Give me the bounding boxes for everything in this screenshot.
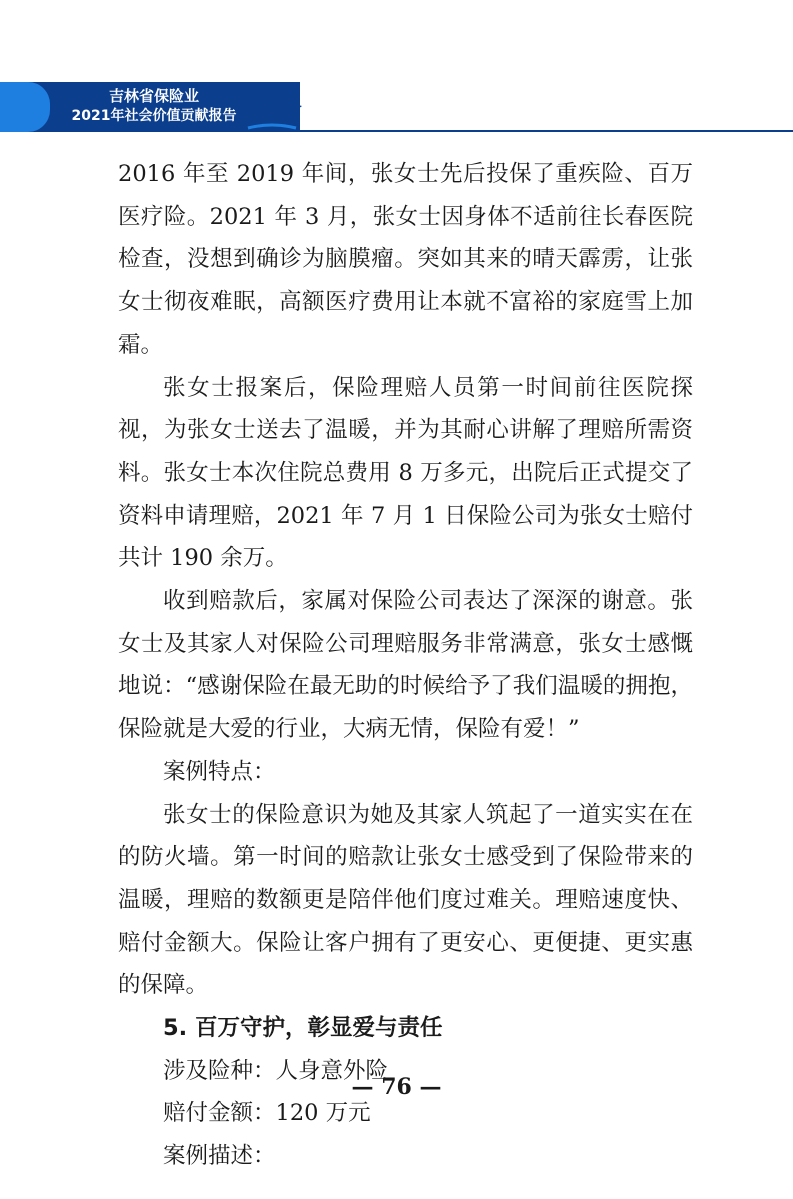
section-title: 5. 百万守护，彰显爱与责任 bbox=[163, 1015, 443, 1042]
header-tab bbox=[0, 82, 50, 132]
pavilion-logo-icon bbox=[240, 78, 304, 134]
page-number: — 76 — bbox=[351, 1074, 442, 1100]
case-features-label: 案例特点： bbox=[163, 758, 276, 785]
header-title bbox=[54, 86, 254, 126]
header-rule bbox=[300, 130, 793, 132]
paragraph-2: 张女士报案后，保险理赔人员第一时间前往医院探视，为张女士送去了温暖，并为其耐心讲解了理赔所需资料。张女士本次住院总费用 8 万多元，出院后正式提交了资料申请理赔，2021 年 7 月 1 日保险公司为张女士赔付共计 190 余万。 bbox=[118, 374, 693, 572]
case-description-label: 案例描述： bbox=[163, 1143, 276, 1170]
claim-amount: 赔付金额：120 万元 bbox=[163, 1100, 371, 1127]
paragraph-1: 2016 年至 2019 年间，张女士先后投保了重疾险、百万医疗险。2021 年 3 月，张女士因身体不适前往长春医院检查，没想到确诊为脑膜瘤。突如其来的晴天霹雳，让张女士彻夜难眠，高额医疗费用让本就不富裕的家庭雪上加霜。 bbox=[118, 161, 693, 358]
paragraph-5: 张女士的保险意识为她及其家人筑起了一道实实在在的防火墙。第一时间的赔款让张女士感受到了保险带来的温暖，理赔的数额更是陪伴他们度过难关。理赔速度快、赔付金额大。保险让客户拥有了更安心、更便捷、更实惠的保障。 bbox=[118, 801, 693, 999]
header-title-line2: 2021年社会价值贡献报告 bbox=[71, 108, 237, 124]
paragraph-3: 收到赔款后，家属对保险公司表达了深深的谢意。张女士及其家人对保险公司理赔服务非常满意，张女士感慨地说：“感谢保险在最无助的时候给予了我们温暖的拥抱，保险就是大爱的行业，大病无情，保险有爱！” bbox=[118, 588, 693, 743]
header-title-line1: 吉林省保险业 bbox=[108, 87, 199, 105]
article-body bbox=[118, 153, 693, 1178]
insurance-type: 涉及险种：人身意外险 bbox=[163, 1057, 389, 1084]
page-header bbox=[0, 0, 793, 140]
